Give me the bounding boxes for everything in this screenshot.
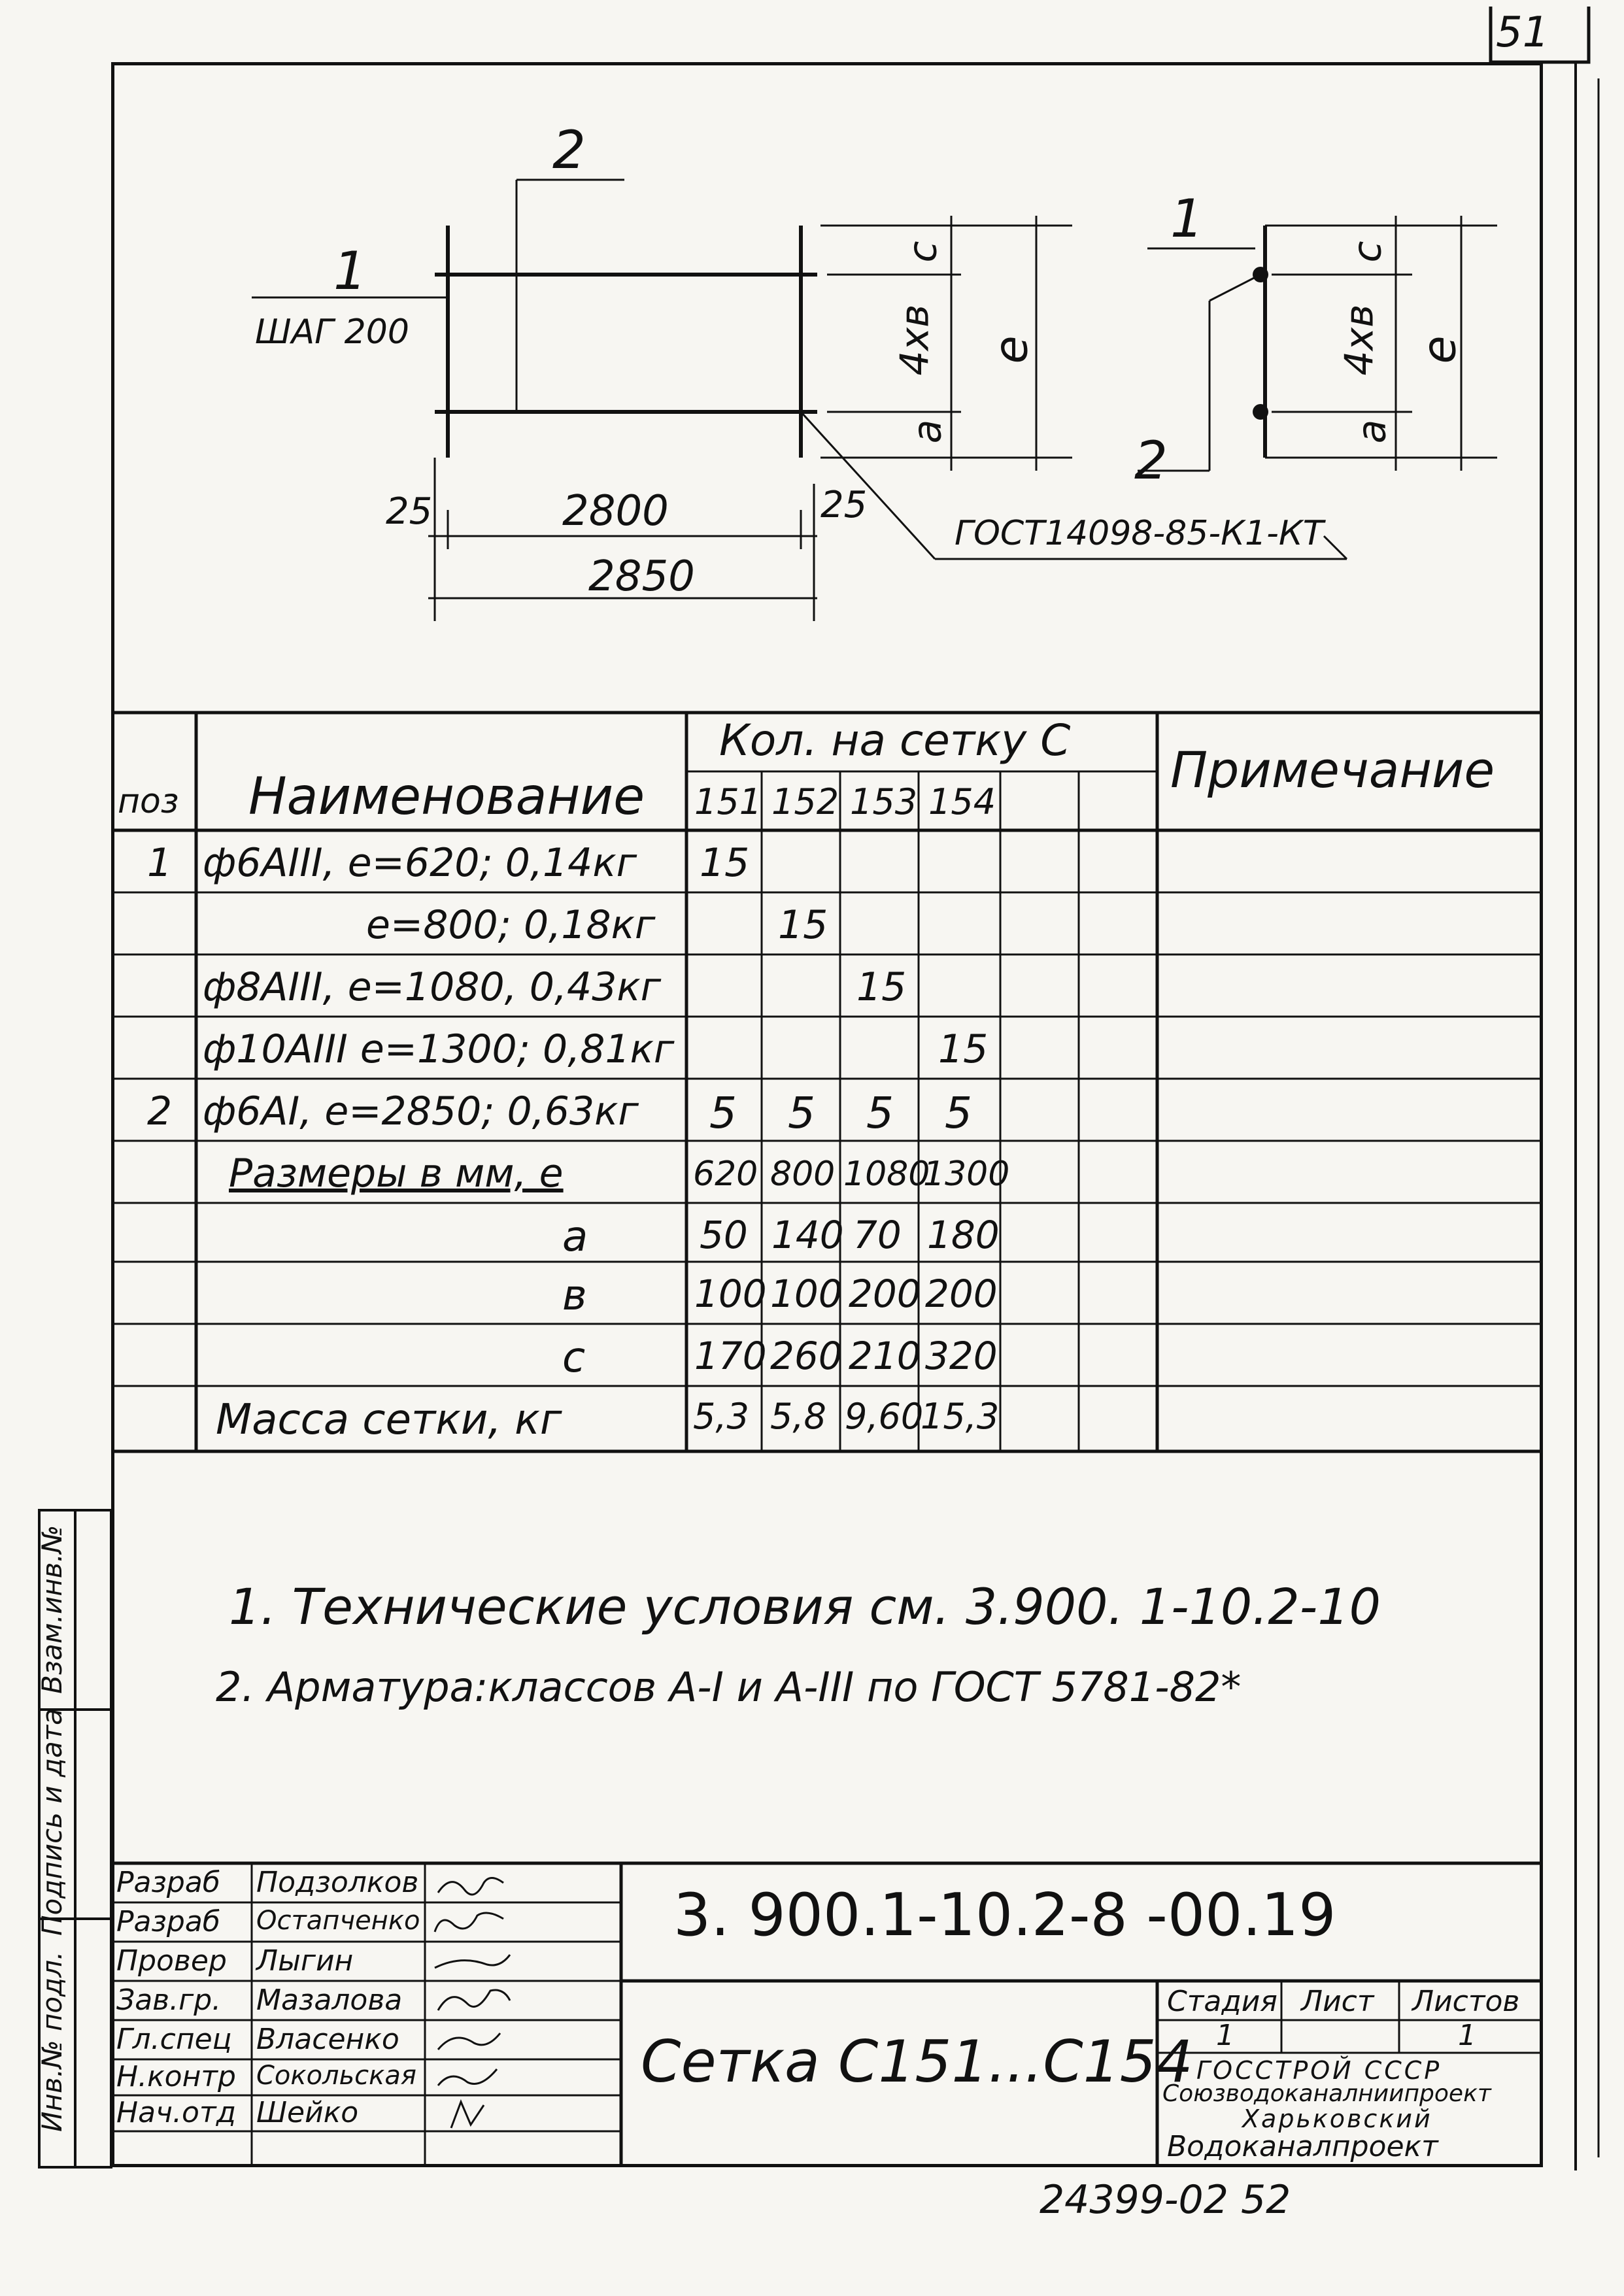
tb-name-4: Власенко	[256, 2023, 399, 2056]
row-q151: 15	[700, 840, 750, 886]
row-name: в	[562, 1272, 587, 1320]
tb-name-2: Лыгин	[256, 1944, 354, 1978]
col-note-header: Примечание	[1170, 741, 1495, 799]
row-q151: 620	[693, 1155, 758, 1194]
dim-25-right: 25	[820, 484, 868, 526]
row-name: Масса сетки, кг	[216, 1396, 562, 1444]
row-name: ф6АI, е=2850; 0,63кг	[203, 1089, 639, 1134]
row-q154: 15,3	[921, 1396, 1000, 1437]
row-q153: 15	[856, 964, 907, 1010]
tb-name-6: Шейко	[256, 2096, 359, 2129]
row-name: а	[562, 1213, 588, 1261]
row-q152: 5	[788, 1088, 815, 1138]
section-4xv: 4хв	[1336, 304, 1383, 376]
row-q153: 210	[849, 1334, 921, 1378]
row-q151: 50	[700, 1213, 748, 1257]
row-name: е=800; 0,18кг	[366, 902, 656, 948]
section-c: с	[1344, 241, 1391, 263]
row-pos: 2	[147, 1089, 173, 1134]
tb-role-4: Гл.спец	[116, 2023, 232, 2056]
row-q151: 100	[694, 1272, 767, 1316]
row-q153: 5	[866, 1088, 894, 1138]
row-name: ф8АIII, е=1080, 0,43кг	[203, 964, 662, 1010]
org-line-3: Водоканалпроект	[1167, 2130, 1438, 2163]
row-name: с	[562, 1334, 586, 1382]
tb-name-0: Подзолков	[256, 1866, 419, 1899]
pos1-callout: 1	[333, 241, 367, 301]
sheet-label: Лист	[1301, 1985, 1374, 2018]
col-pos-header: поз	[118, 782, 179, 821]
row-q152: 100	[770, 1272, 843, 1316]
section-e: е	[1412, 335, 1466, 364]
row-q151: 170	[694, 1334, 767, 1378]
qty-col-151: 151	[694, 781, 762, 822]
tb-role-5: Н.контр	[116, 2060, 236, 2093]
archive-number: 24399-02 52	[1040, 2177, 1291, 2223]
dim-e: е	[984, 335, 1038, 364]
row-name: ф10АIII е=1300; 0,81кг	[203, 1026, 675, 1072]
row-q152: 800	[770, 1155, 836, 1194]
doc-title: Сетка С151...С154	[641, 2028, 1193, 2095]
row-q151: 5	[709, 1088, 737, 1138]
tb-role-1: Разраб	[116, 1905, 220, 1938]
org-line-1: Союзводоканалниипроект	[1162, 2080, 1491, 2107]
side-label-zam: Взам.инв.№	[36, 1525, 68, 1694]
org-line-0: ГОССТРОЙ СССР	[1196, 2056, 1442, 2085]
tb-name-1: Остапченко	[256, 1906, 420, 1936]
row-q154: 180	[927, 1213, 1000, 1257]
row-name: ф6АIII, е=620; 0,14кг	[203, 840, 637, 886]
note-2: 2. Арматура:классов А-I и А-III по ГОСТ 5781-82*	[216, 1663, 1242, 1711]
row-name: Размеры в мм, е	[229, 1151, 564, 1196]
row-q154: 200	[925, 1272, 998, 1316]
row-q152: 140	[771, 1213, 844, 1257]
dim-25-left: 25	[386, 490, 433, 533]
tb-role-6: Нач.отд	[116, 2096, 237, 2129]
row-q154: 15	[938, 1026, 989, 1072]
tb-name-5: Сокольская	[256, 2061, 416, 2091]
sheets-value: 1	[1458, 2019, 1476, 2052]
row-q153: 200	[849, 1272, 921, 1316]
step-label: ШАГ 200	[255, 312, 409, 352]
row-q154: 1300	[923, 1155, 1010, 1194]
section-pos2: 2	[1134, 430, 1168, 491]
row-q152: 260	[770, 1334, 843, 1378]
dim-4xv: 4хв	[892, 304, 938, 376]
col-qty-header: Кол. на сетку С	[719, 715, 1071, 766]
qty-col-154: 154	[928, 781, 996, 822]
side-label-inv: Инв.№ подл.	[36, 1951, 68, 2132]
row-q153: 70	[853, 1213, 902, 1257]
row-q151: 5,3	[693, 1396, 749, 1437]
section-pos1: 1	[1170, 188, 1204, 249]
row-q153: 1080	[843, 1155, 930, 1194]
row-q154: 5	[945, 1088, 972, 1138]
dim-a: а	[904, 419, 951, 444]
org-line-2: Харьковский	[1242, 2104, 1432, 2133]
row-q154: 320	[925, 1334, 998, 1378]
stage-label: Стадия	[1167, 1985, 1277, 2018]
section-a: а	[1349, 419, 1395, 444]
tb-role-3: Зав.гр.	[116, 1984, 222, 2017]
sheet-value: 1	[1216, 2019, 1234, 2052]
sheets-label: Листов	[1412, 1985, 1520, 2018]
sheet-number: 51	[1496, 8, 1549, 57]
qty-col-153: 153	[850, 781, 918, 822]
pos2-callout: 2	[552, 120, 586, 180]
dim-c: с	[900, 241, 946, 263]
tb-name-3: Мазалова	[256, 1984, 403, 2017]
row-q153: 9,60	[845, 1396, 924, 1437]
tb-role-2: Провер	[116, 1944, 227, 1978]
note-1: 1. Технические условия см. 3.900. 1-10.2-10	[229, 1578, 1381, 1636]
side-label-sign: Подпись и дата	[36, 1708, 68, 1936]
qty-col-152: 152	[771, 781, 839, 822]
dim-2800: 2800	[562, 487, 669, 535]
doc-code: 3. 900.1-10.2-8 -00.19	[673, 1881, 1336, 1950]
row-q152: 15	[778, 902, 828, 948]
col-name-header: Наименование	[248, 768, 645, 826]
row-q152: 5,8	[770, 1396, 826, 1437]
dim-2850: 2850	[588, 552, 695, 601]
row-pos: 1	[147, 840, 173, 886]
weld-note: ГОСТ14098-85-К1-КТ	[955, 514, 1324, 553]
tb-role-0: Разраб	[116, 1866, 220, 1899]
